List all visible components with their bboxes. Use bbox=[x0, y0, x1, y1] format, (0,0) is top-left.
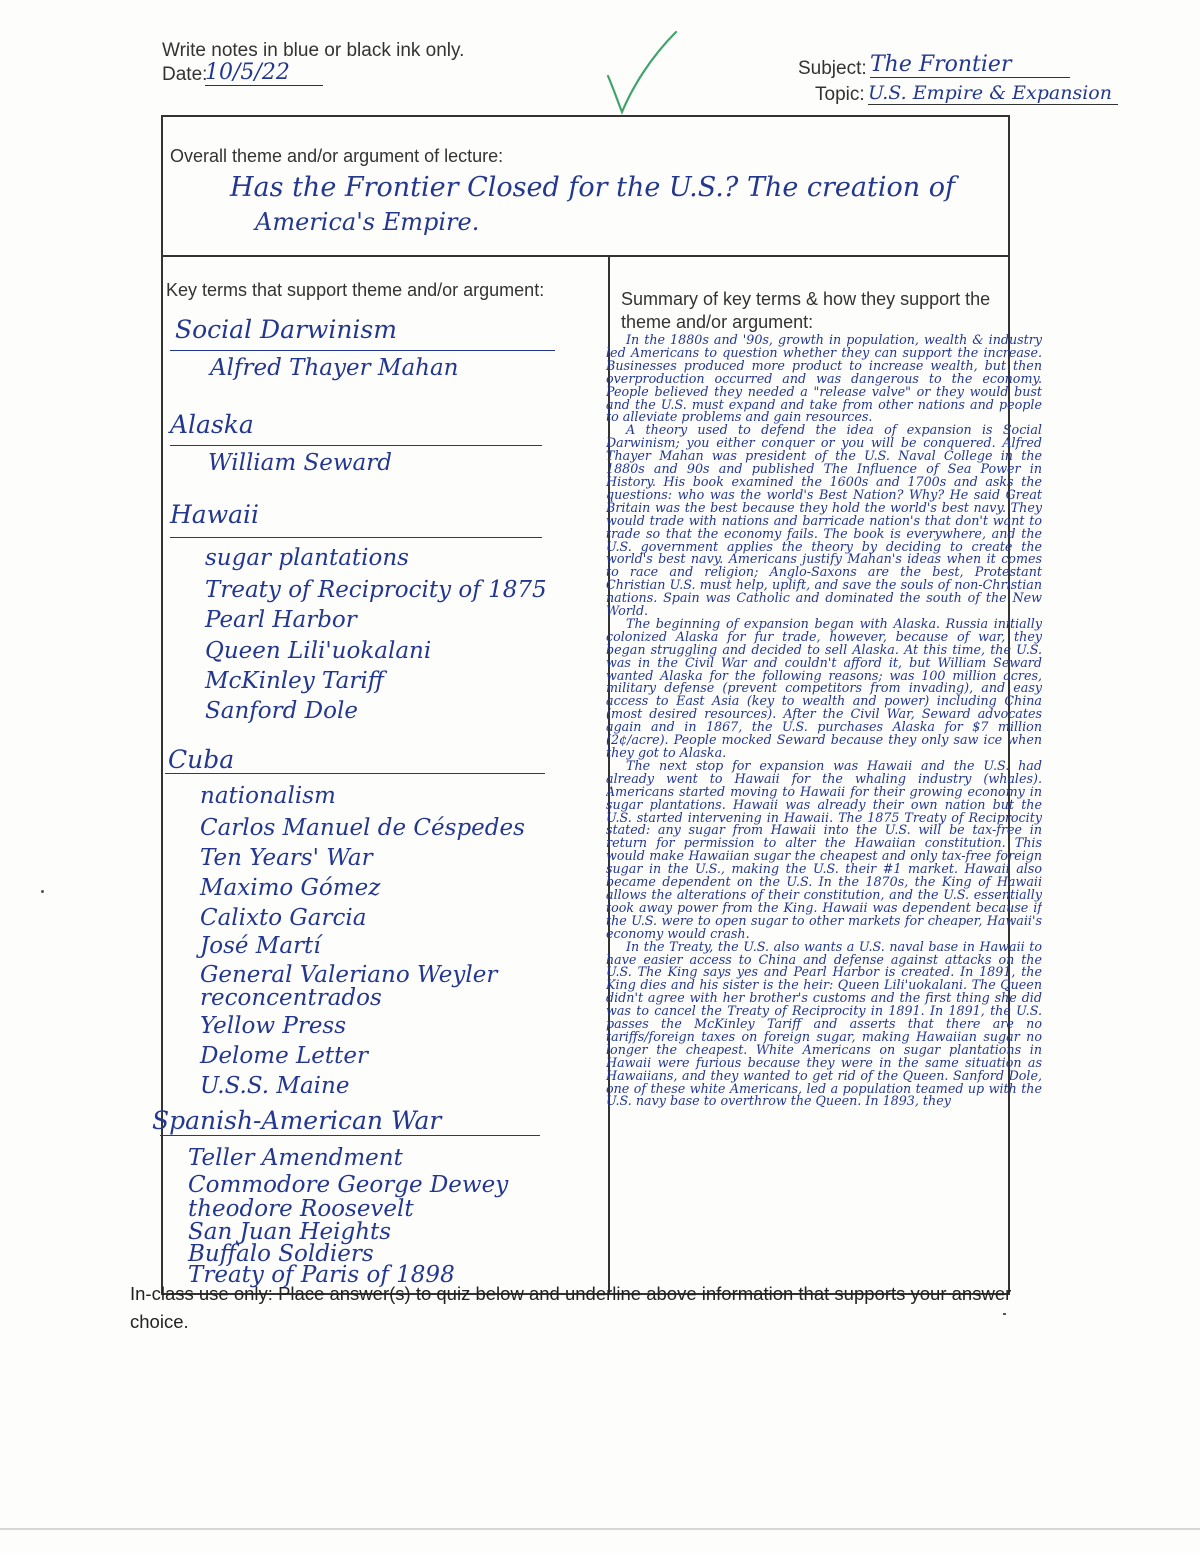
page-edge-line bbox=[0, 1528, 1200, 1530]
theme-text-line-1: Has the Frontier Closed for the U.S.? The creation of bbox=[230, 172, 955, 203]
topic-label: Topic: bbox=[815, 84, 865, 105]
term-underline bbox=[170, 537, 542, 538]
summary-paragraph: A theory used to defend the idea of expansion is Social Darwinism; you either conquer or you will be conquered. Alfred Thayer Mahan was president of the U.S. Naval College in the 1880s and 90s and published The Influence of Sea Power in History. His book examined the 1600s and 1700s and asks the questions: who was the world's Best Nation? Why? He said Great Britain was the best because they hold the world's best navy. They would trade with nations and barricade nation's that don't want to trade so that the economy fails. The book is everywhere, and the U.S. government applies the theory by deciding to create the world's best navy. Americans justify Mahan's ideas when it comes to race and religion; Anglo-Saxons are the best, Protestant Christian U.S. must help, uplift, and save the souls of non-Christian nations. Spain was Catholic and dominated the south of the New World. bbox=[606, 422, 1042, 619]
key-term-heading: Hawaii bbox=[170, 500, 260, 529]
key-term: Carlos Manuel de Céspedes bbox=[200, 815, 525, 841]
date-value: 10/5/22 bbox=[205, 60, 323, 86]
summary-label: Summary of key terms & how they support the theme and/or argument: bbox=[621, 289, 991, 332]
key-term: nationalism bbox=[200, 783, 336, 809]
key-term: Buffalo Soldiers bbox=[188, 1241, 374, 1267]
key-term: Alfred Thayer Mahan bbox=[210, 355, 459, 381]
key-term: Calixto Garcia bbox=[200, 905, 367, 931]
key-term: U.S.S. Maine bbox=[200, 1073, 350, 1099]
key-terms-label: Key terms that support theme and/or argument: bbox=[166, 280, 545, 300]
key-term: José Martí bbox=[200, 933, 321, 959]
scan-speck bbox=[1003, 1313, 1006, 1315]
summary-paragraph: The beginning of expansion began with Alaska. Russia initially colonized Alaska for fur trade, however, because of war, they began struggling and decided to sell Alaska. At this time, the U.S. was in the Civil War and couldn't afford it, but William Seward wanted Alaska for the following reasons; was 100 million acres, military defense (prevent competitors from invading), and easy access to East Asia (key to wealth and power) including China (most desired resources). After the Civil War, Seward advocates again and in 1867, the U.S. purchases Alaska for $7 million (2¢/acre). People mocked Seward because they only saw ice when they got to Alaska. bbox=[606, 615, 1042, 760]
summary-paragraph: The next stop for expansion was Hawaii and the U.S. had already went to Hawaii for the whaling industry (whales). Americans started moving to Hawaii for their growing economy in sugar plantations. Hawaii was already their own nation but the U.S. started intervening in Hawaii. The 1875 Treaty of Reciprocity stated: any sugar from Hawaii into the U.S. will be tax-free in return for permission to alter the Hawaiian constitution. This would make Hawaiian sugar the cheapest and only tax-free foreign sugar in the U.S., making the U.S. their #1 market. Hawaii also became dependent on the U.S. In the 1870s, the King of Hawaii allows the alterations of their constitution, and the U.S. essentially took away power from the King. Hawaii was dependent because if the U.S. were to open sugar to other markets for cheaper, Hawaii's economy would crash. bbox=[606, 757, 1042, 941]
key-term: Maximo Gómez bbox=[200, 875, 381, 901]
key-term: Queen Lili'uokalani bbox=[205, 638, 432, 664]
footer-instructions: In-class use only: Place answer(s) to quiz below and underline above information that supports your answer choice. bbox=[130, 1283, 1012, 1332]
key-term: Ten Years' War bbox=[200, 845, 373, 871]
summary-paragraph: In the 1880s and '90s, growth in population, wealth & industry led Americans to question whether they can support the increase. Businesses produced more product to increase wealth, but then overproduction occurred and was dangerous to the economy. People believed they needed a "release valve" or they would bust and the U.S. must expand and take from other nations and people to alleviate problems and gain resources. bbox=[606, 334, 1042, 425]
summary-paragraph: In the Treaty, the U.S. also wants a U.S. naval base in Hawaii to have easier access to China and defense against attacks on the U.S. The King says yes and Pearl Harbor is created. In 1891, the King dies and his sister is the heir: Queen Lili'uokalani. The Queen didn't agree with her brother's customs and the first thing she did was to cancel the Treaty of Reciprocity in 1891. In 1891, the U.S. passes the McKinley Tariff and asserts that there are no tariffs/foreign taxes on foreign sugar, making Hawaiian sugar no longer the cheapest. White Americans on sugar plantations in Hawaii were furious because they were in the same situation as Hawaiians, and they wanted to get rid of the Queen. Sanford Dole, one of these white Americans, led a population teamed up with the U.S. navy base to overthrow the Queen. In 1893, they bbox=[606, 938, 1042, 1109]
term-underline bbox=[170, 350, 555, 351]
key-term: Treaty of Reciprocity of 1875 bbox=[205, 577, 547, 603]
key-term: reconcentrados bbox=[200, 985, 382, 1011]
key-term: Delome Letter bbox=[200, 1043, 368, 1069]
theme-divider bbox=[161, 255, 1010, 257]
date-label: Date: bbox=[162, 64, 208, 85]
key-term: Teller Amendment bbox=[188, 1145, 403, 1171]
key-term: theodore Roosevelt bbox=[188, 1196, 414, 1222]
summary-text bbox=[606, 334, 1042, 1298]
key-term: Commodore George Dewey bbox=[188, 1172, 509, 1198]
term-underline bbox=[165, 773, 545, 774]
subject-value: The Frontier bbox=[870, 52, 1070, 78]
key-term-heading: Alaska bbox=[170, 410, 254, 439]
key-term: Pearl Harbor bbox=[205, 607, 357, 633]
instructions-text: Write notes in blue or black ink only. bbox=[162, 40, 465, 61]
key-term: General Valeriano Weyler bbox=[200, 962, 498, 988]
theme-text-line-2: America's Empire. bbox=[255, 208, 480, 236]
term-underline bbox=[160, 1135, 540, 1136]
key-term: Yellow Press bbox=[200, 1013, 347, 1039]
topic-value: U.S. Empire & Expansion bbox=[868, 82, 1118, 105]
key-term: San Juan Heights bbox=[188, 1219, 392, 1245]
scan-speck bbox=[41, 890, 44, 893]
subject-label: Subject: bbox=[798, 58, 867, 79]
checkmark-icon bbox=[600, 28, 680, 118]
key-term: McKinley Tariff bbox=[205, 668, 384, 694]
key-term: Treaty of Paris of 1898 bbox=[188, 1262, 455, 1288]
key-term: William Seward bbox=[208, 450, 392, 476]
key-term: Sanford Dole bbox=[205, 698, 358, 724]
key-term: sugar plantations bbox=[205, 545, 409, 571]
key-term-heading: Social Darwinism bbox=[175, 315, 397, 344]
key-term-heading: Spanish-American War bbox=[152, 1106, 442, 1135]
term-underline bbox=[170, 445, 542, 446]
key-term-heading: Cuba bbox=[168, 745, 235, 774]
theme-label: Overall theme and/or argument of lecture: bbox=[170, 146, 504, 166]
